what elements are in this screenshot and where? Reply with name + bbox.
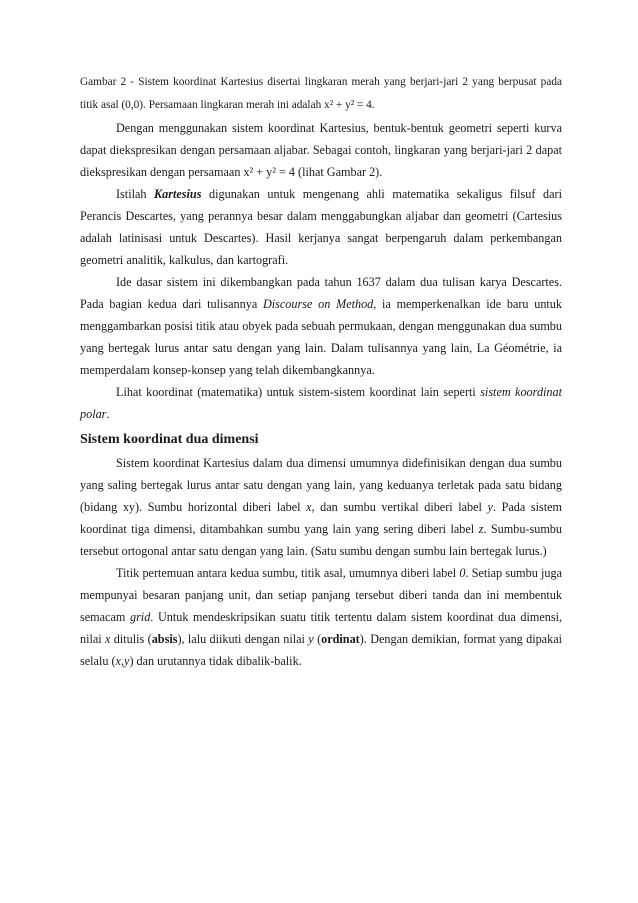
pair-y: y — [124, 654, 130, 668]
p6-t8: ) dan urutannya tidak dibalik-balik. — [129, 654, 302, 668]
label-z: z — [478, 522, 484, 536]
para4-pre: Lihat koordinat (matematika) untuk sistem-sistem koordinat lain seperti — [116, 385, 481, 399]
section-heading: Sistem koordinat dua dimensi — [80, 432, 259, 447]
ordinat-term: ordinat — [321, 632, 360, 646]
paragraph-origin-grid — [80, 562, 562, 672]
p6-t2: . Setiap sumbu juga mempunyai besaran panjang unit, dan setiap panjang tersebut diberi tanda dan ini membentuk semacam — [80, 566, 562, 624]
pair-x: x — [115, 654, 121, 668]
p6-t5: ), lalu diikuti dengan nilai — [177, 632, 309, 646]
value-x: x — [105, 632, 111, 646]
term-kartesius: Kartesius — [154, 187, 202, 201]
para2-pre: Istilah — [116, 187, 155, 201]
absis-term: absis — [151, 632, 178, 646]
p6-t1: Titik pertemuan antara kedua sumbu, titik asal, umumnya diberi label — [116, 566, 460, 580]
p5-t4: . Sumbu-sumbu tersebut ortogonal antar satu dengan yang lain. (Satu sumbu dengan sumbu lain bertegak lurus.) — [80, 522, 562, 558]
paragraph-axes — [80, 452, 562, 562]
p6-t7: ). Dengan demikian, format yang dipakai selalu ( — [80, 632, 562, 668]
paragraph-term-origin — [80, 183, 562, 271]
p5-t3: . Pada sistem koordinat tiga dimensi, ditambahkan sumbu yang lain yang sering diberi label — [80, 500, 562, 536]
paragraph-history — [80, 271, 562, 381]
polar-coordinate-link[interactable]: sistem koordinat polar — [80, 385, 562, 421]
p5-t2: , dan sumbu vertikal diberi label — [311, 500, 488, 514]
pair-comma: , — [120, 654, 125, 668]
figure-caption: Gambar 2 - Sistem koordinat Kartesius disertai lingkaran merah yang berjari-jari 2 yang berpusat pada titik asal (0,0). Persamaan lingkaran merah ini adalah x² + y² = 4. — [80, 76, 562, 111]
label-x: x — [306, 500, 312, 514]
value-y: y — [308, 632, 314, 646]
label-y: y — [487, 500, 493, 514]
origin-label: 0 — [459, 566, 466, 580]
document-page — [80, 71, 562, 672]
para4-post: . — [106, 407, 110, 421]
p6-t4: ditulis ( — [110, 632, 152, 646]
paragraph-see-also — [80, 381, 562, 425]
para2-post: digunakan untuk mengenang ahli matematika sekaligus filsuf dari Perancis Descartes, yang perannya besar dalam menggabungkan aljabar dan geometri (Cartesius adalah latinisasi untuk Descartes). Hasil kerjanya sangat berpengaruh dalam perkembangan geometri analitik, kalkulus, dan kartografi. — [80, 187, 562, 267]
paragraph-equation: Dengan menggunakan sistem koordinat Kartesius, bentuk-bentuk geometri seperti kurva dapat diekspresikan dengan persamaan aljabar. Sebagai contoh, lingkaran yang berjari-jari 2 dapat diekspresikan dengan persamaan x² + y² = 4 (lihat Gambar 2). — [80, 121, 562, 179]
para3-post: , ia memperkenalkan ide baru untuk menggambarkan posisi titik atau obyek pada sebuah permukaan, dengan menggunakan dua sumbu yang bertegak lurus antar satu dengan yang lain. Dalam tulisannya yang lain, La Géométrie, ia memperdalam konsep-konsep yang telah dikembangkannya. — [80, 297, 562, 377]
work-title: Discourse on Method — [262, 297, 374, 311]
para3-pre: Ide dasar sistem ini dikembangkan pada tahun 1637 dalam dua tulisan karya Descartes. Pada bagian kedua dari tulisannya — [80, 275, 562, 311]
p5-t1: Sistem koordinat Kartesius dalam dua dimensi umumnya didefinisikan dengan dua sumbu yang saling bertegak lurus antar satu dengan yang lain, yang keduanya terletak pada satu bidang (bidang xy). Sumbu horizontal diberi label — [80, 456, 562, 514]
p6-t6: ( — [313, 632, 322, 646]
p6-t3: . Untuk mendeskripsikan suatu titik tertentu dalam sistem koordinat dua dimensi, nilai — [80, 610, 563, 646]
grid-term: grid — [129, 610, 151, 624]
